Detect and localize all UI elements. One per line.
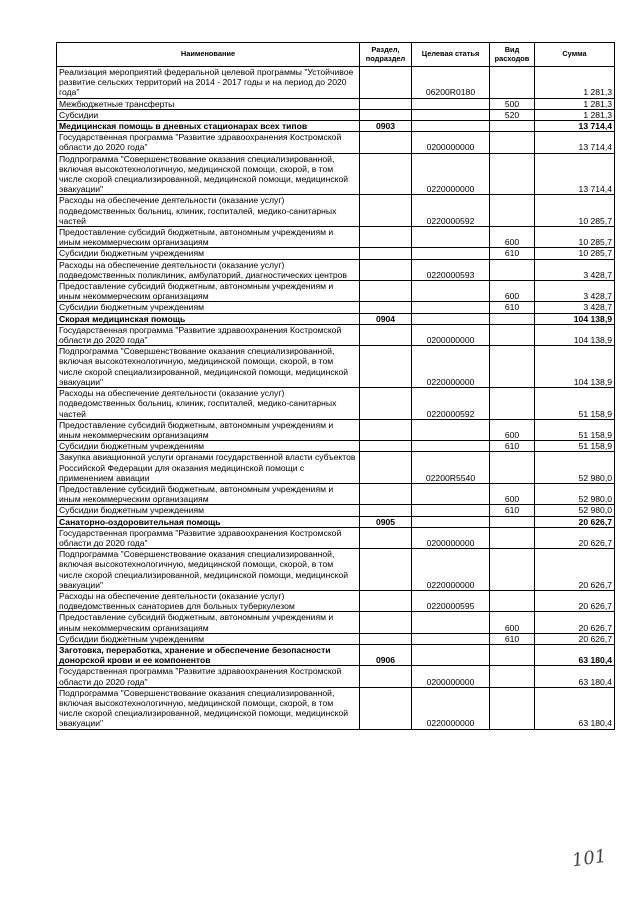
section-row [57,121,615,132]
cell-section [360,302,412,313]
cell-kind: 600 [490,612,535,633]
cell-name: Предоставление субсидий бюджетным, автономным учреждениям и иным некоммерческим организациям [57,419,360,440]
cell-article [412,644,490,665]
cell-article [412,109,490,120]
cell-kind: 600 [490,281,535,302]
cell-kind: 610 [490,633,535,644]
cell-article [412,302,490,313]
cell-section [360,248,412,259]
cell-article [412,121,490,132]
cell-article [412,633,490,644]
cell-section: 0903 [360,121,412,132]
cell-kind [490,324,535,345]
cell-sum: 1 281,3 [535,109,615,120]
cell-sum: 10 285,7 [535,195,615,227]
cell-sum: 20 626,7 [535,516,615,527]
cell-article: 0200000000 [412,666,490,687]
header-name: Наименование [57,43,360,67]
cell-kind: 520 [490,109,535,120]
cell-article [412,419,490,440]
table-row [57,549,615,591]
cell-sum: 3 428,7 [535,302,615,313]
cell-sum: 20 626,7 [535,633,615,644]
cell-sum: 1 281,3 [535,98,615,109]
cell-name: Расходы на обеспечение деятельности (оказание услуг) подведомственных больниц, клиник, госпиталей, медико-санитарных частей [57,388,360,420]
cell-article: 0220000000 [412,549,490,591]
table-row [57,195,615,227]
cell-kind [490,121,535,132]
header-sum: Сумма [535,43,615,67]
cell-kind [490,195,535,227]
cell-section [360,98,412,109]
cell-sum: 52 980,0 [535,452,615,484]
cell-section [360,153,412,195]
cell-sum: 13 714,4 [535,153,615,195]
cell-article [412,281,490,302]
cell-section [360,633,412,644]
cell-kind: 600 [490,227,535,248]
cell-name: Предоставление субсидий бюджетным, автономным учреждениям и иным некоммерческим организациям [57,612,360,633]
cell-name: Скорая медицинская помощь [57,313,360,324]
cell-article: 02200R5540 [412,452,490,484]
cell-kind: 500 [490,98,535,109]
cell-name: Предоставление субсидий бюджетным, автономным учреждениям и иным некоммерческим организациям [57,281,360,302]
cell-name: Субсидии бюджетным учреждениям [57,302,360,313]
cell-kind [490,527,535,548]
cell-section [360,483,412,504]
cell-article [412,516,490,527]
cell-article: 0220000593 [412,259,490,280]
cell-name: Государственная программа "Развитие здравоохранения Костромской области до 2020 года" [57,132,360,153]
cell-name: Заготовка, переработка, хранение и обеспечение безопасности донорской крови и ее компонентов [57,644,360,665]
cell-sum: 104 138,9 [535,346,615,388]
cell-kind [490,313,535,324]
header-article: Целевая статья [412,43,490,67]
table-row [57,227,615,248]
cell-article: 0220000000 [412,687,490,729]
cell-section [360,346,412,388]
section-row [57,313,615,324]
table-row [57,527,615,548]
cell-kind [490,549,535,591]
cell-name: Подпрограмма "Совершенствование оказания специализированной, включая высокотехнологичную, медицинской помощи, скорой, в том числе скорой специализированной, медицинской помощи, медицинской эвакуации" [57,549,360,591]
cell-sum: 51 158,9 [535,388,615,420]
cell-name: Подпрограмма "Совершенствование оказания специализированной, включая высокотехнологичную, медицинской помощи, скорой, в том числе скорой специализированной, медицинской помощи, медицинской эвакуации" [57,346,360,388]
cell-name: Реализация мероприятий федеральной целевой программы "Устойчивое развитие сельских территорий на 2014 - 2017 годы и на период до 2020 года" [57,67,360,99]
cell-name: Государственная программа "Развитие здравоохранения Костромской области до 2020 года" [57,324,360,345]
table-row [57,452,615,484]
cell-section [360,259,412,280]
table-row [57,633,615,644]
cell-kind [490,67,535,99]
cell-name: Субсидии [57,109,360,120]
cell-name: Субсидии бюджетным учреждениям [57,505,360,516]
cell-section [360,441,412,452]
cell-kind [490,452,535,484]
cell-sum: 10 285,7 [535,227,615,248]
cell-name: Расходы на обеспечение деятельности (оказание услуг) подведомственных больниц, клиник, госпиталей, медико-санитарных частей [57,195,360,227]
cell-sum: 63 180,4 [535,666,615,687]
cell-section [360,452,412,484]
table-row [57,441,615,452]
cell-article: 0220000595 [412,590,490,611]
cell-name: Межбюджетные трансферты [57,98,360,109]
cell-section [360,687,412,729]
table-row [57,388,615,420]
cell-kind [490,132,535,153]
cell-name: Государственная программа "Развитие здравоохранения Костромской области до 2020 года" [57,666,360,687]
table-row [57,259,615,280]
cell-kind: 600 [490,419,535,440]
cell-sum: 104 138,9 [535,324,615,345]
cell-sum: 1 281,3 [535,67,615,99]
cell-article [412,98,490,109]
cell-sum: 13 714,4 [535,132,615,153]
cell-section [360,419,412,440]
cell-section [360,549,412,591]
cell-sum: 3 428,7 [535,281,615,302]
cell-name: Субсидии бюджетным учреждениям [57,441,360,452]
table-row [57,67,615,99]
cell-sum: 13 714,4 [535,121,615,132]
cell-kind [490,687,535,729]
cell-name: Субсидии бюджетным учреждениям [57,248,360,259]
table-row [57,612,615,633]
cell-section [360,505,412,516]
cell-section [360,324,412,345]
cell-sum: 20 626,7 [535,527,615,548]
table-row [57,324,615,345]
cell-article [412,612,490,633]
cell-sum: 10 285,7 [535,248,615,259]
cell-sum: 63 180,4 [535,687,615,729]
cell-name: Субсидии бюджетным учреждениям [57,633,360,644]
cell-article: 0220000000 [412,153,490,195]
cell-name: Подпрограмма "Совершенствование оказания специализированной, включая высокотехнологичную, медицинской помощи, скорой, в том числе скорой специализированной, медицинской помощи, медицинской эвакуации" [57,153,360,195]
cell-section [360,666,412,687]
table-row [57,590,615,611]
table-row [57,687,615,729]
table-row [57,346,615,388]
cell-article [412,313,490,324]
cell-article [412,227,490,248]
cell-section [360,590,412,611]
cell-sum: 3 428,7 [535,259,615,280]
cell-article: 0220000592 [412,388,490,420]
table-row [57,153,615,195]
cell-kind: 610 [490,505,535,516]
cell-section [360,388,412,420]
cell-kind [490,388,535,420]
cell-name: Предоставление субсидий бюджетным, автономным учреждениям и иным некоммерческим организациям [57,483,360,504]
table-row [57,281,615,302]
section-row [57,644,615,665]
table-row [57,248,615,259]
cell-name: Медицинская помощь в дневных стационарах всех типов [57,121,360,132]
cell-kind [490,666,535,687]
cell-kind [490,644,535,665]
cell-sum: 20 626,7 [535,612,615,633]
cell-sum: 51 158,9 [535,441,615,452]
cell-sum: 20 626,7 [535,549,615,591]
cell-sum: 20 626,7 [535,590,615,611]
cell-section [360,67,412,99]
page-number: 101 [570,845,608,872]
table-row [57,419,615,440]
cell-name: Расходы на обеспечение деятельности (оказание услуг) подведомственных поликлиник, амбулаторий, диагностических центров [57,259,360,280]
cell-kind [490,259,535,280]
cell-section [360,132,412,153]
section-row [57,516,615,527]
cell-article [412,505,490,516]
cell-sum: 51 158,9 [535,419,615,440]
cell-kind: 610 [490,302,535,313]
cell-kind [490,516,535,527]
cell-article: 0200000000 [412,527,490,548]
table-row [57,98,615,109]
cell-article: 0200000000 [412,132,490,153]
table-row [57,505,615,516]
cell-kind [490,590,535,611]
cell-section [360,109,412,120]
cell-article: 06200R0180 [412,67,490,99]
header-section: Раздел, подраздел [360,43,412,67]
table-row [57,666,615,687]
cell-name: Государственная программа "Развитие здравоохранения Костромской области до 2020 года" [57,527,360,548]
table-body [57,67,615,730]
cell-name: Подпрограмма "Совершенствование оказания специализированной, включая высокотехнологичную, медицинской помощи, скорой, в том числе скорой специализированной, медицинской помощи, медицинской эвакуации" [57,687,360,729]
table-row [57,483,615,504]
cell-kind [490,346,535,388]
cell-name: Расходы на обеспечение деятельности (оказание услуг) подведомственных санаториев для больных туберкулезом [57,590,360,611]
cell-article: 0220000000 [412,346,490,388]
cell-kind [490,153,535,195]
cell-sum: 52 980,0 [535,505,615,516]
table-row [57,302,615,313]
cell-sum: 63 180,4 [535,644,615,665]
table-row [57,132,615,153]
budget-table [56,42,615,730]
cell-section: 0906 [360,644,412,665]
cell-article: 0200000000 [412,324,490,345]
cell-section [360,281,412,302]
cell-section: 0904 [360,313,412,324]
table-header-row [57,43,615,67]
cell-kind: 600 [490,483,535,504]
cell-section [360,612,412,633]
cell-kind: 610 [490,248,535,259]
header-kind: Вид расходов [490,43,535,67]
cell-article [412,248,490,259]
cell-kind: 610 [490,441,535,452]
cell-section [360,227,412,248]
cell-section [360,527,412,548]
cell-section [360,195,412,227]
cell-sum: 52 980,0 [535,483,615,504]
cell-name: Санаторно-оздоровительная помощь [57,516,360,527]
cell-section: 0905 [360,516,412,527]
cell-article: 0220000592 [412,195,490,227]
cell-name: Закупка авиационной услуги органами государственной власти субъектов Российской Федерации для оказания медицинской помощи с применением авиации [57,452,360,484]
cell-name: Предоставление субсидий бюджетным, автономным учреждениям и иным некоммерческим организациям [57,227,360,248]
cell-article [412,441,490,452]
cell-article [412,483,490,504]
cell-sum: 104 138,9 [535,313,615,324]
table-row [57,109,615,120]
